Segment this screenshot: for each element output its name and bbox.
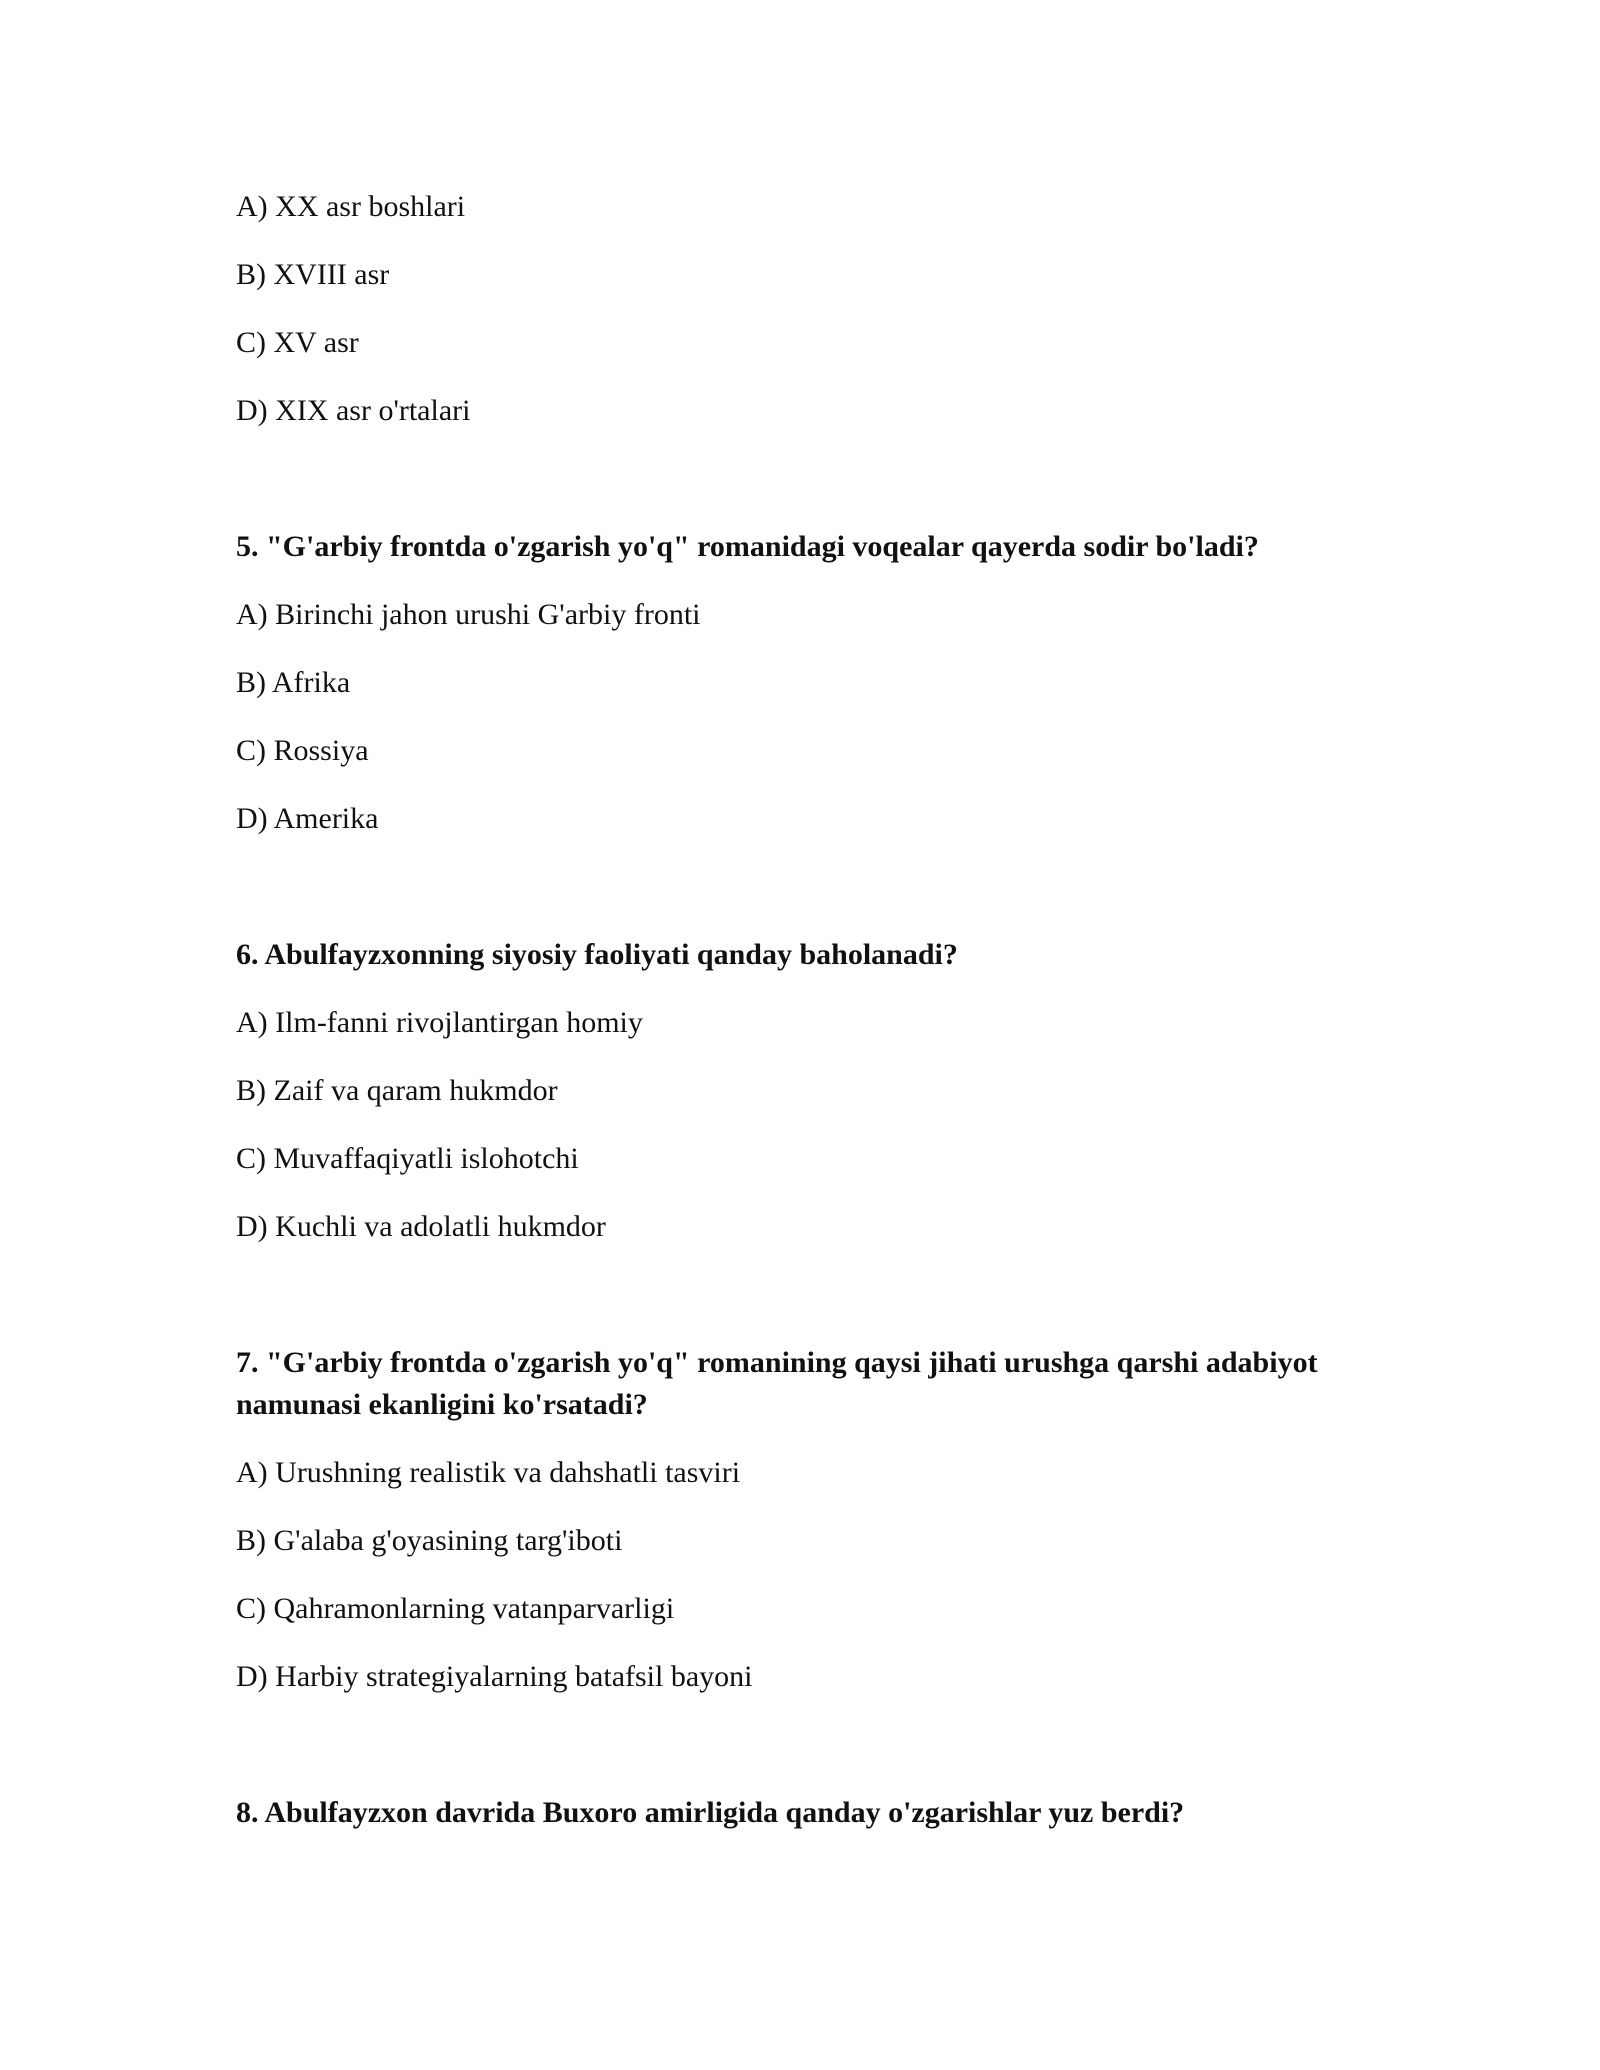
option-b: B) Afrika	[236, 666, 351, 699]
option-d: D) Harbiy strategiyalarning batafsil bayoni	[236, 1660, 753, 1693]
option-d: D) XIX asr o'rtalari	[236, 394, 471, 427]
option-d: D) Amerika	[236, 802, 379, 835]
option-c: C) Qahramonlarning vatanparvarligi	[236, 1592, 675, 1625]
option-b: B) Zaif va qaram hukmdor	[236, 1074, 558, 1107]
option-a: A) XX asr boshlari	[236, 190, 466, 223]
option-c: C) Muvaffaqiyatli islohotchi	[236, 1142, 579, 1175]
question-5: 5. "G'arbiy frontda o'zgarish yo'q" romanidagi voqealar qayerda sodir bo'ladi?	[236, 530, 1259, 563]
question-8: 8. Abulfayzxon davrida Buxoro amirligida qanday o'zgarishlar yuz berdi?	[236, 1796, 1185, 1829]
option-c: C) Rossiya	[236, 734, 369, 767]
question-7: 7. "G'arbiy frontda o'zgarish yo'q" romanining qaysi jihati urushga qarshi adabiyot namunasi ekanligini ko'rsatadi?	[236, 1346, 1318, 1421]
option-a: A) Ilm-fanni rivojlantirgan homiy	[236, 1006, 643, 1039]
option-d: D) Kuchli va adolatli hukmdor	[236, 1210, 606, 1243]
option-c: C) XV asr	[236, 326, 359, 359]
option-a: A) Urushning realistik va dahshatli tasviri	[236, 1456, 741, 1489]
option-b: B) XVIII asr	[236, 258, 390, 291]
option-a: A) Birinchi jahon urushi G'arbiy fronti	[236, 598, 701, 631]
option-b: B) G'alaba g'oyasining targ'iboti	[236, 1524, 623, 1557]
question-6: 6. Abulfayzxonning siyosiy faoliyati qanday baholanadi?	[236, 938, 958, 971]
